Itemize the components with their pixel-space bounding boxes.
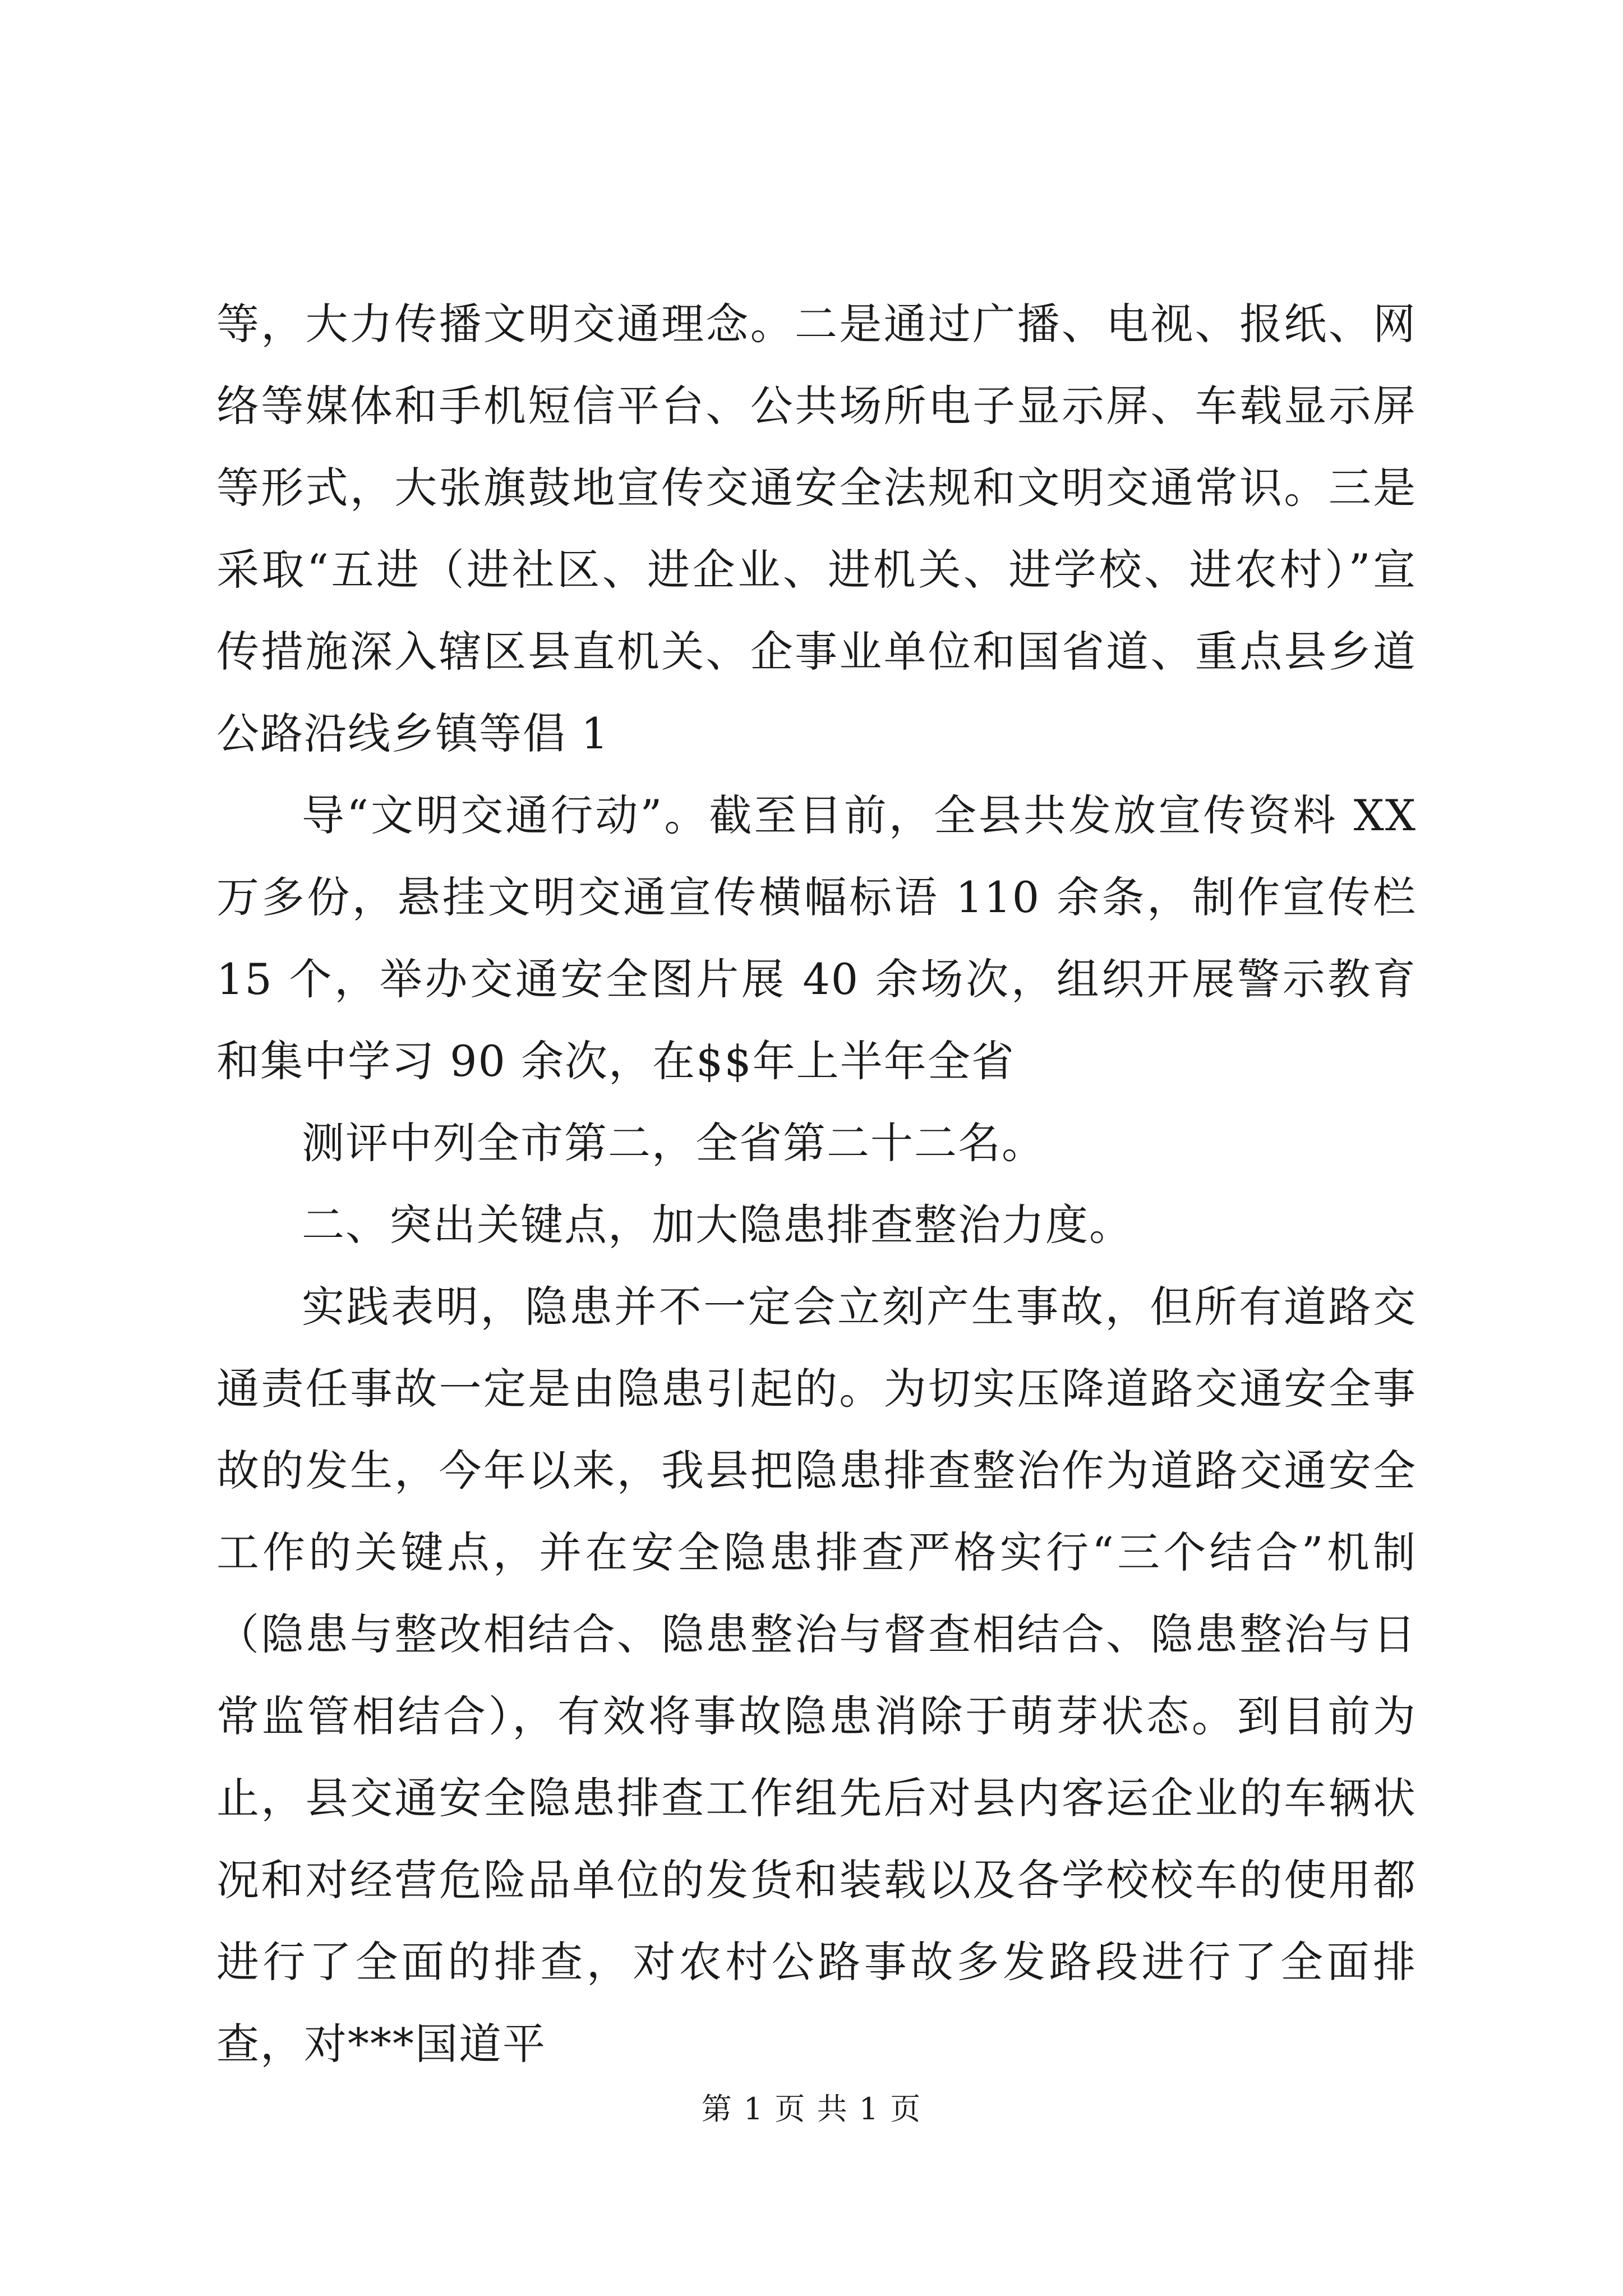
section-heading: 二、突出关键点，加大隐患排查整治力度。 [302,1200,1133,1250]
paragraph-2: 导“文明交通行动”。截至目前，全县共发放宣传资料 XX 万多份，悬挂文明交通宣传横幅标语 110 余条，制作宣传栏 15 个，举办交通安全图片展 40 余场次，组织开展警示教育和集中学习 90 余次，在$$年上半年全省 [216,790,1417,1086]
paragraph-3: 测评中列全市第二，全省第二十二名。 [302,1118,1045,1168]
paragraph-5: 实践表明，隐患并不一定会立刻产生事故，但所有道路交通责任事故一定是由隐患引起的。为切实压降道路交通安全事故的发生，今年以来，我县把隐患排查整治作为道路交通安全工作的关键点，并在安全隐患排查严格实行“三个结合”机制（隐患与整改相结合、隐患整治与督查相结合、隐患整治与日常监管相结合），有效将事故隐患消除于萌芽状态。到目前为止，县交通安全隐患排查工作组先后对县内客运企业的车辆状况和对经营危险品单位的发货和装载以及各学校校车的使用都进行了全面的排查，对农村公路事故多发路段进行了全面排查，对***国道平 [216,1282,1417,2069]
paragraph-1: 等，大力传播文明交通理念。二是通过广播、电视、报纸、网络等媒体和手机短信平台、公共场所电子显示屏、车载显示屏等形式，大张旗鼓地宣传交通安全法规和文明交通常识。三是采取“五进（进社区、进企业、进机关、进学校、进农村）”宣传措施深入辖区县直机关、企事业单位和国省道、重点县乡道公路沿线乡镇等倡 1 [216,299,1417,758]
page-number-footer: 第 1 页 共 1 页 [701,2091,922,2127]
document-body [216,283,1417,2085]
